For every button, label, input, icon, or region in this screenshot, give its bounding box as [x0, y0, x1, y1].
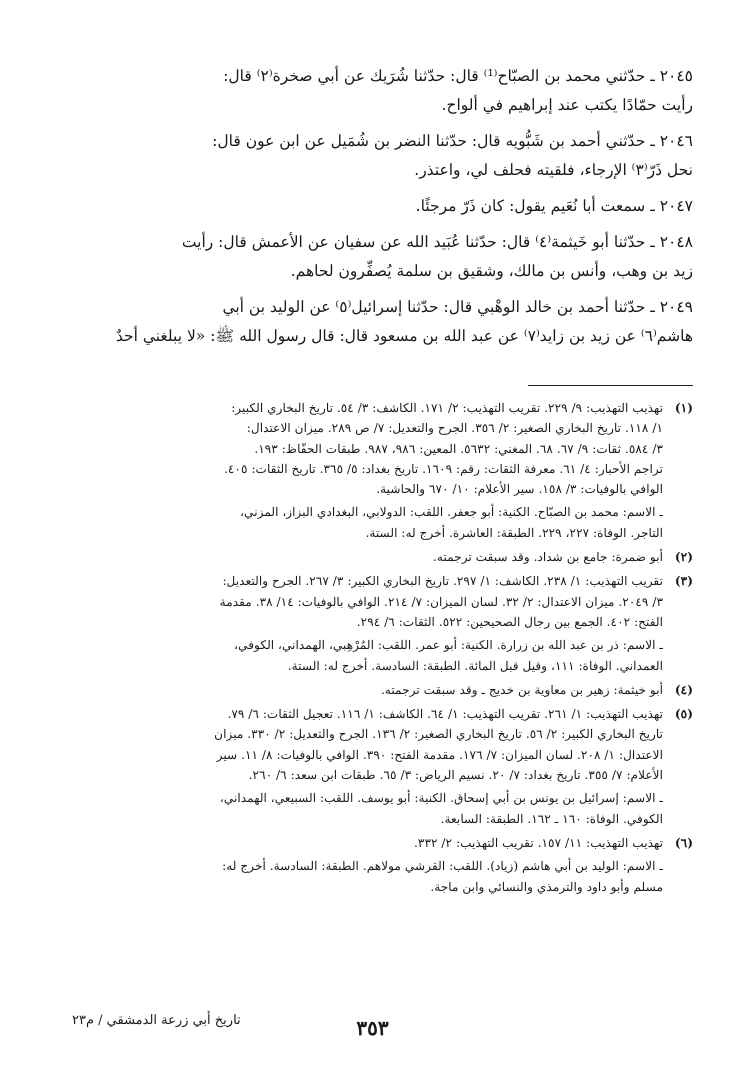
footnote-line: ٣/ ٢٠٤٩. ميزان الاعتدال: ٢/ ٣٢. لسان الميزان: ٧/ ٢١٤. الوافي بالوفيات: ١٤/ ٣٨. مقدمة	[219, 594, 663, 609]
footnote-number: (٣)	[674, 574, 693, 589]
entry-line: نحل ذَرّ⁽٣⁾ الإرجاء، فلقيته فحلف لي، واعتذر.	[414, 161, 693, 179]
entry-line: هاشم⁽٦⁾ عن زيد بن زايد⁽٧⁾ عن عبد الله بن مسعود قال: قال رسول الله ﷺ: «لا يبلغني أحدٌ	[115, 327, 693, 345]
hadith-entry	[52, 62, 693, 120]
page-number: ٣٥٣	[356, 1016, 389, 1040]
footnote-number: (٤)	[674, 682, 693, 697]
hadith-entry	[52, 192, 693, 221]
hadith-entry	[52, 127, 693, 185]
footnote-number: (٦)	[674, 835, 693, 850]
entry-line: ٢٠٤٧ ـ سمعت أبا نُعَيم يقول: كان ذَرّ مرجئًا.	[415, 197, 693, 215]
entry-line: ٢٠٤٨ ـ حدّثنا أبو خَيثمة⁽٤⁾ قال: حدّثنا عُبَيد الله عن سفيان عن الأعمش قال: رأيت	[181, 233, 693, 251]
footnote-line: الفتح: ٤٠٢. الجمع بين رجال الصحيحين: ٥٢٢. الثقات: ٦/ ٢٩٤.	[356, 614, 663, 629]
footnote	[52, 833, 693, 897]
footnote-number: (١)	[674, 401, 693, 415]
footnote-line: تهذيب التهذيب: ٩/ ٢٢٩. تقريب التهذيب: ٢/ ١٧١. الكاشف: ٣/ ٥٤. تاريخ البخاري الكبير:	[231, 401, 663, 415]
book-title-footer: تاريخ أبي زرعة الدمشقي / م٢٣	[72, 1013, 241, 1028]
footnote-line: الأعلام: ٧/ ٣٥٥. تاريخ بغداد: ٧/ ٢٠. نسيم الرياض: ٣/ ٦٥. طبقات ابن سعد: ٦/ ٢٦٠.	[248, 768, 663, 783]
footnote-line: تاريخ البخاري الكبير: ٢/ ٥٦. تاريخ البخاري الصغير: ٢/ ١٣٦. الجرح والتعديل: ٢/ ٣٣٠. ميزان	[214, 727, 663, 742]
footnote	[52, 680, 693, 700]
footnote-line: الوافي بالوفيات: ٣/ ١٥٨. سير الأعلام: ١٠/ ٦٧٠ والحاشية.	[376, 482, 663, 497]
footnote-biography-line: ـ الاسم: ذر بن عبد الله بن زرارة. الكنية: أبو عمر. اللقب: المُرْهِبي، الهمداني، الكوفي،	[234, 638, 663, 653]
footnote-biography-line: ـ الاسم: الوليد بن أبي هاشم (زياد). اللقب: القرشي مولاهم. الطبقة: السادسة. أخرج له:	[222, 859, 663, 874]
footnote	[52, 398, 693, 543]
footnote-line: تهذيب التهذيب: ١١/ ١٥٧. تقريب التهذيب: ٢/ ٣٣٢.	[414, 835, 663, 850]
footnote-line: تقريب التهذيب: ١/ ٢٣٨. الكاشف: ١/ ٢٩٧. تاريخ البخاري الكبير: ٣/ ٢٦٧. الجرح والتعديل:	[222, 574, 663, 589]
footnote	[52, 547, 693, 567]
hadith-entry	[52, 228, 693, 286]
entry-line: ٢٠٤٩ ـ حدّثنا أحمد بن خالد الوهْبي قال: حدّثنا إسرائيل⁽٥⁾ عن الوليد بن أبي	[222, 298, 693, 316]
main-text	[52, 62, 693, 358]
footnote-biography-line: العمداني. الوفاة: ١١١، وقيل قبل المائة. الطبقة: السادسة. أخرج له: الستة.	[287, 658, 663, 673]
footnote-line: تراجم الأحبار: ٤/ ٦١. معرفة الثقات: رقم: ١٦٠٩. تاريخ بغداد: ٥/ ٣٦٥. تاريخ الثقات: ٤٠٥.	[223, 461, 663, 476]
entry-line: رأيت حمّادًا يكتب عند إبراهيم في ألواح.	[441, 96, 693, 114]
footnote-line: تهذيب التهذيب: ١/ ٢٦١. تقريب التهذيب: ١/ ٦٤. الكاشف: ١/ ١١٦. تعجيل الثقات: ٦/ ٧٩.	[227, 707, 663, 722]
footnote-biography-line: الكوفي. الوفاة: ١٦٠ ـ ١٦٢. الطبقة: السابعة.	[440, 811, 663, 826]
footnotes	[52, 398, 693, 901]
footnote-line: ١/ ١١٨. تاريخ البخاري الصغير: ٢/ ٣٥٦. الجرح والتعديل: ٧/ ص ٢٨٩. ميزان الاعتدال:	[246, 421, 663, 436]
footnote-line: أبو ضمرة: جامع بن شداد. وقد سبقت ترجمته.	[433, 550, 663, 565]
footnote-line: الاعتدال: ١/ ٢٠٨. لسان الميزان: ٧/ ١٧٦. مقدمة الفتح: ٣٩٠. الوافي بالوفيات: ٨/ ١١. سير	[216, 747, 663, 762]
entry-line: ٢٠٤٥ ـ حدّثني محمد بن الصبّاح⁽¹⁾ قال: حدّثنا شُرَيك عن أبي صخرة⁽٢⁾ قال:	[223, 67, 693, 85]
footnote	[52, 704, 693, 829]
footnote-biography-line: التاجر. الوفاة: ٢٢٧، ٢٢٩. الطبقة: العاشرة. أخرج له: الستة.	[365, 525, 663, 540]
footnote-separator	[528, 385, 693, 386]
footnote-line: أبو خيثمة: زهير بن معاوية بن خديج ـ وقد سبقت ترجمته.	[380, 682, 663, 697]
footnote	[52, 571, 693, 675]
footnote-biography-line: ـ الاسم: إسرائيل بن يونس بن أبي إسحاق. الكنية: أبو يوسف. اللقب: السبيعي، الهمداني،	[219, 791, 663, 806]
footnote-biography-line: مسلم وأبو داود والترمذي والنسائي وابن ماجة.	[430, 879, 663, 894]
footnote-biography-line: ـ الاسم: محمد بن الصبّاح. الكنية: أبو جعفر. اللقب: الدولابي، البغدادي البزاز، المزني،	[240, 505, 663, 520]
hadith-entry	[52, 293, 693, 351]
footnote-line: ٣/ ٥٨٤. ثقات: ٩/ ٦٧. ٦٨. المغني: ٥٦٣٢. المعين: ٩٨٦، ٩٨٧. طبقات الحفّاظ: ١٩٣.	[254, 441, 663, 456]
footnote-number: (٥)	[674, 707, 693, 722]
entry-line: زيد بن وهب، وأنس بن مالك، وشقيق بن سلمة يُصفِّرون لحاهم.	[290, 262, 693, 280]
entry-line: ٢٠٤٦ ـ حدّثني أحمد بن شَبُّويه قال: حدّثنا النضر بن شُمَيل عن ابن عون قال:	[212, 132, 693, 150]
footnote-number: (٢)	[674, 550, 693, 565]
